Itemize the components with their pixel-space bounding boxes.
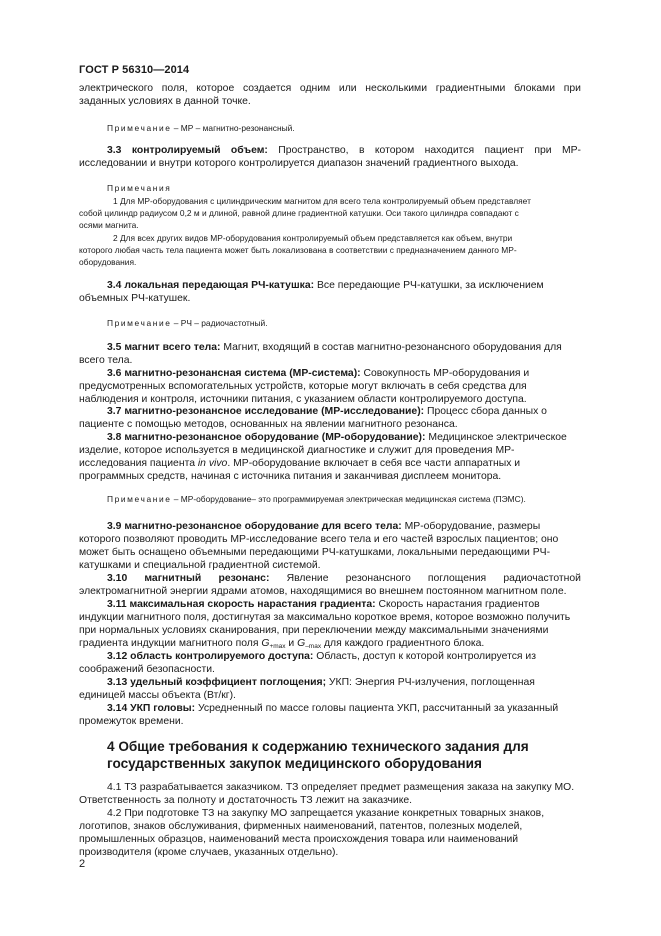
text-line: заданных условиях в данной точке. xyxy=(79,96,251,107)
text-line: промышленных образцов, наименований места происхождения товара или наименований xyxy=(79,834,519,845)
text-line: программных средств, начиная с источника питания и заканчивая дисплеем монитора. xyxy=(79,471,502,482)
definition-3-13: 3.13 удельный коэффициент поглощения; УКП: Энергия РЧ-излучения, поглощенная xyxy=(107,677,535,688)
text-line: изделие, которое используется в медицинской диагностике и служит для проведения МР- xyxy=(79,445,515,456)
text-line: предусмотренных вспомогательных устройств, которые могут включать в себя средства для xyxy=(79,381,527,392)
text-line: катушками и специальной градиентной системой. xyxy=(79,560,321,571)
definition-3-3: 3.3 контролируемый объем: Пространство, в котором находится пациент при МР- xyxy=(107,145,581,156)
text-line: наблюдения и контроля, источники питания, с указанием области контролируемого доступа. xyxy=(79,394,527,405)
text-line: может быть оснащено объемными передающими РЧ-катушками, локальными передающими РЧ- xyxy=(79,547,551,558)
note: Примечание – РЧ – радиочастотный. xyxy=(107,318,268,328)
definition-3-9: 3.9 магнитно-резонансное оборудование для всего тела: МР-оборудование, размеры xyxy=(107,521,541,532)
note-line: 2 Для всех других видов МР-оборудования контролируемый объем представляется как объем, внутри xyxy=(113,233,513,243)
text-line: электрического поля, которое создается одним или несколькими градиентными блоками при xyxy=(79,83,581,94)
definition-3-6: 3.6 магнитно-резонансная система (МР-система): Совокупность МР-оборудования и xyxy=(107,368,530,379)
text-line: Ответственность за полноту и достаточность ТЗ лежит на заказчике. xyxy=(79,795,413,806)
text-line: всего тела. xyxy=(79,355,133,366)
text-line: соображений безопасности. xyxy=(79,664,215,675)
note-line: собой цилиндр радиусом 0,2 м и длиной, равной длине градиентной катушки. Оси такого цилиндра совпадают с xyxy=(79,208,519,218)
note: Примечание – МР-оборудование– это программируемая электрическая медицинская система (ПЭМС). xyxy=(107,494,526,504)
text-line: логотипов, знаков обслуживания, фирменных наименований, патентов, полезных моделей, xyxy=(79,821,523,832)
text-line: электромагнитной энергии ядрами атомов, находящимися во внешнем постоянном магнитном поле. xyxy=(79,586,567,597)
section-heading: 4 Общие требования к содержанию технического задания для xyxy=(107,739,529,754)
note-line: оборудования. xyxy=(79,257,137,267)
text-line: пациенте с помощью методов, основанных на явлении магнитного резонанса. xyxy=(79,419,458,430)
definition-3-11: 3.11 максимальная скорость нарастания градиента: Скорость нарастания градиентов xyxy=(107,599,540,610)
text-line: градиента индукции магнитного поля $G_{+max}$ и $G_{-max}$ для каждого градиентного блока. xyxy=(79,638,485,650)
text-line: объемных РЧ-катушек. xyxy=(79,293,191,304)
section-heading: государственных закупок медицинского оборудования xyxy=(107,756,482,771)
text-line: индукции магнитного поля, достигнутая за максимально короткое время, которое возможно получить xyxy=(79,612,571,623)
note: Примечание – МР – магнитно-резонансный. xyxy=(107,123,295,133)
note-line: 1 Для МР-оборудования с цилиндрическим магнитом для всего тела контролируемый объем представляет xyxy=(113,196,531,206)
text-line: производителя (кроме случаев, указанных отдельно). xyxy=(79,847,339,858)
text-line: единицей массы объекта (Вт/кг). xyxy=(79,690,236,701)
notes-label: Примечания xyxy=(107,183,172,193)
definition-3-8: 3.8 магнитно-резонансное оборудование (МР-оборудование): Медицинское электрическое xyxy=(107,432,567,443)
page-number: 2 xyxy=(79,858,86,870)
definition-3-4: 3.4 локальная передающая РЧ-катушка: Все передающие РЧ-катушки, за исключением xyxy=(107,280,544,291)
text-line: исследования пациента in vivo. МР-оборудование включает в себя все части аппаратных и xyxy=(79,458,521,469)
text-line: при нормальных условиях сканирования, при переключении между максимальными значениями xyxy=(79,625,549,636)
paragraph-4-1: 4.1 ТЗ разрабатывается заказчиком. ТЗ определяет предмет размещения заказа на закупку МО. xyxy=(107,782,575,793)
text-line: которого позволяют проводить МР-исследование всего тела и его частей взрослых пациентов; оно xyxy=(79,534,559,545)
document-header: ГОСТ Р 56310—2014 xyxy=(79,64,190,76)
note-line: которого любая часть тела пациента может быть локализована в соответствии с предназначением данного МР- xyxy=(79,245,517,255)
definition-3-5: 3.5 магнит всего тела: Магнит, входящий в состав магнитно-резонансного оборудования для xyxy=(107,342,562,353)
definition-3-12: 3.12 область контролируемого доступа: Область, доступ к которой контролируется из xyxy=(107,651,536,662)
paragraph-4-2: 4.2 При подготовке ТЗ на закупку МО запрещается указание конкретных товарных знаков, xyxy=(107,808,545,819)
definition-3-14: 3.14 УКП головы: Усредненный по массе головы пациента УКП, рассчитанный за указанный xyxy=(107,703,559,714)
text-line: исследовании и внутри которого контролируется диапазон значений градиентного выхода. xyxy=(79,158,519,169)
definition-3-7: 3.7 магнитно-резонансное исследование (МР-исследование): Процесс сбора данных о xyxy=(107,406,547,417)
definition-3-10: 3.10 магнитный резонанс: Явление резонансного поглощения радиочастотной xyxy=(107,573,581,584)
note-line: осями магнита. xyxy=(79,220,139,230)
text-line: промежуток времени. xyxy=(79,716,184,727)
